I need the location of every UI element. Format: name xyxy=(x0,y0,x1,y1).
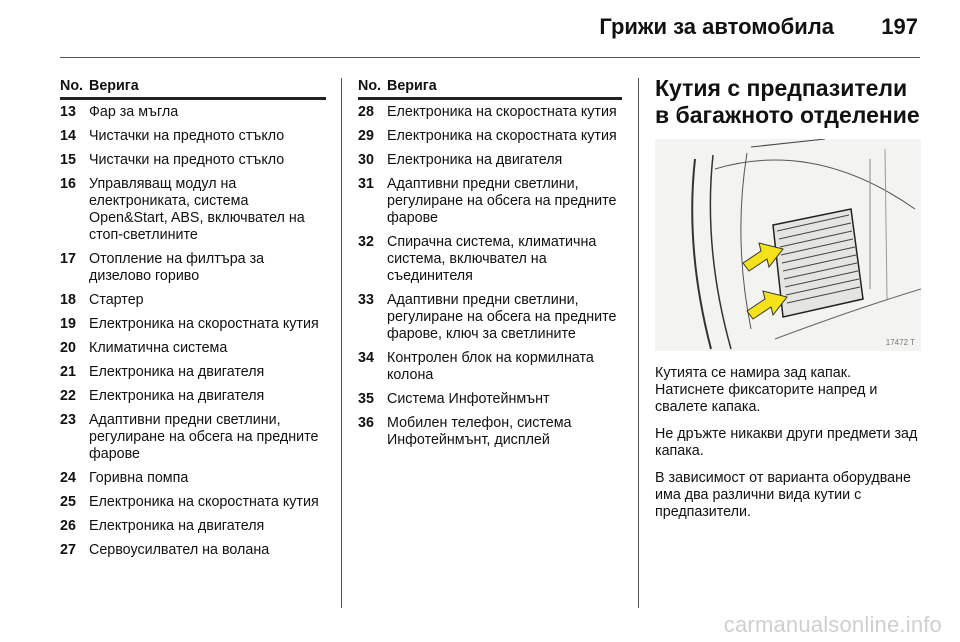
fuse-circuit: Електроника на двигателя xyxy=(89,518,265,534)
paragraph: Кутията се намира зад капак. Натиснете фиксаторите напред и свалете капака. xyxy=(655,365,878,415)
fuse-circuit: Електроника на скоростната кутия xyxy=(387,128,617,144)
fuse-number: 16 xyxy=(60,176,76,192)
fuse-number: 23 xyxy=(60,412,76,428)
fuse-circuit: Електроника на двигателя xyxy=(387,152,563,168)
fuse-number: 18 xyxy=(60,292,76,308)
table-header xyxy=(60,78,326,100)
header-circuit: Верига xyxy=(387,78,437,94)
fuse-circuit: Фар за мъгла xyxy=(89,104,179,120)
fuse-number: 21 xyxy=(60,364,76,380)
fuse-number: 29 xyxy=(358,128,374,144)
table-row xyxy=(60,388,326,405)
table-row xyxy=(60,518,326,535)
header-rule xyxy=(60,57,920,58)
fuse-circuit: Горивна помпа xyxy=(89,470,189,486)
table-row xyxy=(358,128,622,145)
table-row xyxy=(358,415,622,449)
fuse-number: 25 xyxy=(60,494,76,510)
table-row xyxy=(60,542,326,559)
fuse-circuit: Адаптивни предни светлини, регулиране на обсега на предните фарове xyxy=(89,412,319,462)
fuse-circuit: Електроника на скоростната кутия xyxy=(89,494,319,510)
fuse-number: 27 xyxy=(60,542,76,558)
fuse-number: 19 xyxy=(60,316,76,332)
fuse-number: 34 xyxy=(358,350,374,366)
table-row xyxy=(60,128,326,145)
fuse-circuit: Адаптивни предни светлини, регулиране на обсега на предните фарове xyxy=(387,176,617,226)
column-separator xyxy=(341,78,342,608)
fuse-number: 33 xyxy=(358,292,374,308)
section-fusebox-trunk xyxy=(655,75,923,521)
table-row xyxy=(358,350,622,384)
watermark: carmanualsonline.info xyxy=(723,612,942,637)
fuse-circuit: Чистачки на предното стъкло xyxy=(89,128,285,144)
fuse-number: 24 xyxy=(60,470,76,486)
table-row xyxy=(60,340,326,357)
fuse-circuit: Сервоусилвател на волана xyxy=(89,542,270,558)
fuse-circuit: Електроника на скоростната кутия xyxy=(387,104,617,120)
table-row xyxy=(60,152,326,169)
fuse-number: 20 xyxy=(60,340,76,356)
header-no: No. xyxy=(60,78,84,94)
fuse-number: 17 xyxy=(60,251,76,267)
paragraph: Не дръжте никакви други предмети зад капака. xyxy=(655,426,918,459)
fuse-number: 15 xyxy=(60,152,76,168)
table-row xyxy=(358,104,622,121)
section-title: Кутия с предпазители в багажното отделение xyxy=(655,75,920,128)
header-circuit: Верига xyxy=(89,78,139,94)
fuse-circuit: Чистачки на предното стъкло xyxy=(89,152,285,168)
fuse-number: 32 xyxy=(358,234,374,250)
table-row xyxy=(358,234,622,285)
fuse-circuit: Мобилен телефон, система Инфотейнмънт, дисплей xyxy=(387,415,572,448)
table-row xyxy=(358,152,622,169)
fuse-number: 22 xyxy=(60,388,76,404)
table-row xyxy=(60,104,326,121)
table-row xyxy=(60,251,326,285)
page-number: 197 xyxy=(881,14,918,39)
fuse-number: 26 xyxy=(60,518,76,534)
fuse-circuit: Контролен блок на кормилната колона xyxy=(387,350,594,383)
trunk-fusebox-illustration xyxy=(655,139,921,351)
fuse-number: 31 xyxy=(358,176,374,192)
fuse-circuit: Електроника на двигателя xyxy=(89,388,265,404)
fuse-circuit: Електроника на скоростната кутия xyxy=(89,316,319,332)
fuse-number: 30 xyxy=(358,152,374,168)
table-row xyxy=(358,176,622,227)
header-no: No. xyxy=(358,78,382,94)
figure-label: 17472 T xyxy=(885,338,915,347)
paragraph: В зависимост от варианта оборудване има два различни вида кутии с предпазители. xyxy=(655,470,911,520)
fuse-box-cover xyxy=(773,209,863,317)
fuse-number: 36 xyxy=(358,415,374,431)
table-header xyxy=(358,78,622,100)
fuse-circuit: Електроника на двигателя xyxy=(89,364,265,380)
fuse-circuit: Климатична система xyxy=(89,340,228,356)
fuse-circuit: Адаптивни предни светлини, регулиране на обсега на предните фарове, ключ за светлините xyxy=(387,292,617,342)
fuse-circuit: Спирачна система, климатична система, включвател на съединителя xyxy=(387,234,597,284)
table-row xyxy=(60,470,326,487)
fuse-table-left xyxy=(60,78,326,566)
fuse-number: 35 xyxy=(358,391,374,407)
column-separator xyxy=(638,78,639,608)
table-row xyxy=(60,316,326,333)
table-row xyxy=(358,391,622,408)
table-row xyxy=(60,292,326,309)
fuse-number: 28 xyxy=(358,104,374,120)
fuse-table-middle xyxy=(358,78,622,456)
table-row xyxy=(60,412,326,463)
fuse-circuit: Стартер xyxy=(89,292,144,308)
fuse-number: 14 xyxy=(60,128,76,144)
table-row xyxy=(60,494,326,511)
header-title: Грижи за автомобила xyxy=(599,14,834,39)
fuse-number: 13 xyxy=(60,104,76,120)
fuse-circuit: Управляващ модул на електрониката, система Open&Start, ABS, включвател на стоп-светлините xyxy=(89,176,305,243)
table-row xyxy=(60,364,326,381)
fuse-circuit: Отопление на филтъра за дизелово гориво xyxy=(89,251,265,284)
fuse-circuit: Система Инфотейнмънт xyxy=(387,391,550,407)
table-row xyxy=(60,176,326,244)
table-row xyxy=(358,292,622,343)
